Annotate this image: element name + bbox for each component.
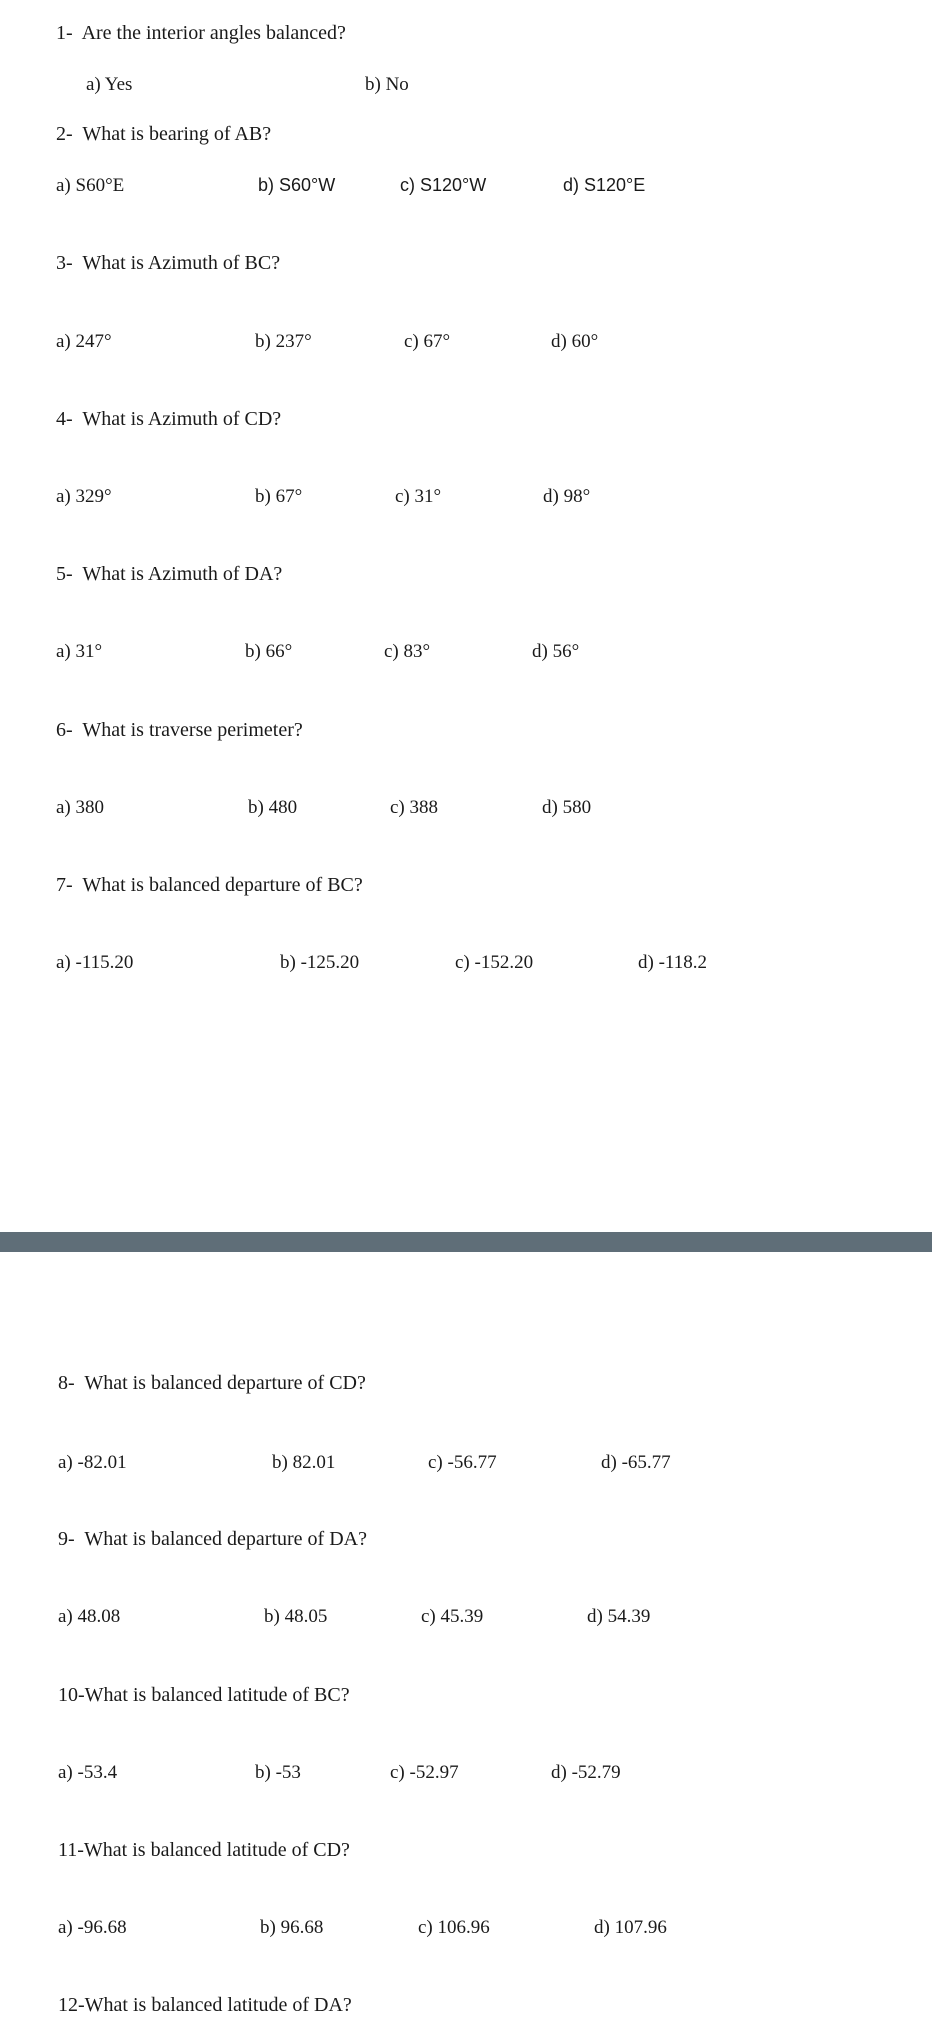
- option-8c[interactable]: c) -56.77: [428, 1452, 497, 1473]
- option-10b[interactable]: b) -53: [255, 1762, 301, 1783]
- option-9a[interactable]: a) 48.08: [58, 1606, 121, 1627]
- option-4a[interactable]: a) 329°: [56, 486, 112, 507]
- option-5b[interactable]: b) 66°: [245, 641, 293, 662]
- option-2d[interactable]: d) S120°E: [563, 175, 646, 195]
- option-8b[interactable]: b) 82.01: [272, 1452, 336, 1473]
- option-8d[interactable]: d) -65.77: [601, 1452, 671, 1473]
- question-5: 5- What is Azimuth of DA?: [56, 563, 283, 585]
- option-3a[interactable]: a) 247°: [56, 331, 112, 352]
- option-2c[interactable]: c) S120°W: [400, 175, 487, 195]
- option-9b[interactable]: b) 48.05: [264, 1606, 328, 1627]
- option-6a[interactable]: a) 380: [56, 797, 105, 818]
- option-4b[interactable]: b) 67°: [255, 486, 303, 507]
- page-divider: [0, 1232, 932, 1252]
- option-11b[interactable]: b) 96.68: [260, 1917, 324, 1938]
- option-11d[interactable]: d) 107.96: [594, 1917, 667, 1938]
- question-10: 10-What is balanced latitude of BC?: [58, 1684, 350, 1706]
- option-11c[interactable]: c) 106.96: [418, 1917, 490, 1938]
- option-3b[interactable]: b) 237°: [255, 331, 312, 352]
- option-6b[interactable]: b) 480: [248, 797, 298, 818]
- option-7c[interactable]: c) -152.20: [455, 952, 534, 973]
- option-11a[interactable]: a) -96.68: [58, 1917, 127, 1938]
- question-11: 11-What is balanced latitude of CD?: [58, 1839, 350, 1861]
- option-5d[interactable]: d) 56°: [532, 641, 580, 662]
- question-12: 12-What is balanced latitude of DA?: [58, 1994, 352, 2016]
- option-5c[interactable]: c) 83°: [384, 641, 431, 662]
- option-10c[interactable]: c) -52.97: [390, 1762, 459, 1783]
- option-1a[interactable]: a) Yes: [86, 74, 133, 95]
- question-6: 6- What is traverse perimeter?: [56, 719, 303, 741]
- option-3d[interactable]: d) 60°: [551, 331, 599, 352]
- question-2: 2- What is bearing of AB?: [56, 123, 272, 145]
- option-2b[interactable]: b) S60°W: [258, 175, 336, 195]
- option-7d[interactable]: d) -118.2: [638, 952, 707, 973]
- option-5a[interactable]: a) 31°: [56, 641, 103, 662]
- option-4d[interactable]: d) 98°: [543, 486, 591, 507]
- option-8a[interactable]: a) -82.01: [58, 1452, 127, 1473]
- option-3c[interactable]: c) 67°: [404, 331, 451, 352]
- option-1b[interactable]: b) No: [365, 74, 409, 95]
- question-4: 4- What is Azimuth of CD?: [56, 408, 282, 430]
- option-10d[interactable]: d) -52.79: [551, 1762, 621, 1783]
- question-7: 7- What is balanced departure of BC?: [56, 874, 363, 896]
- question-1: 1- Are the interior angles balanced?: [56, 22, 346, 44]
- option-2a[interactable]: a) S60°E: [56, 175, 125, 196]
- option-6d[interactable]: d) 580: [542, 797, 592, 818]
- option-7b[interactable]: b) -125.20: [280, 952, 360, 973]
- option-6c[interactable]: c) 388: [390, 797, 439, 818]
- option-7a[interactable]: a) -115.20: [56, 952, 134, 973]
- question-8: 8- What is balanced departure of CD?: [58, 1372, 366, 1394]
- option-4c[interactable]: c) 31°: [395, 486, 442, 507]
- option-9c[interactable]: c) 45.39: [421, 1606, 484, 1627]
- option-9d[interactable]: d) 54.39: [587, 1606, 651, 1627]
- question-3: 3- What is Azimuth of BC?: [56, 252, 281, 274]
- question-9: 9- What is balanced departure of DA?: [58, 1528, 367, 1550]
- option-10a[interactable]: a) -53.4: [58, 1762, 118, 1783]
